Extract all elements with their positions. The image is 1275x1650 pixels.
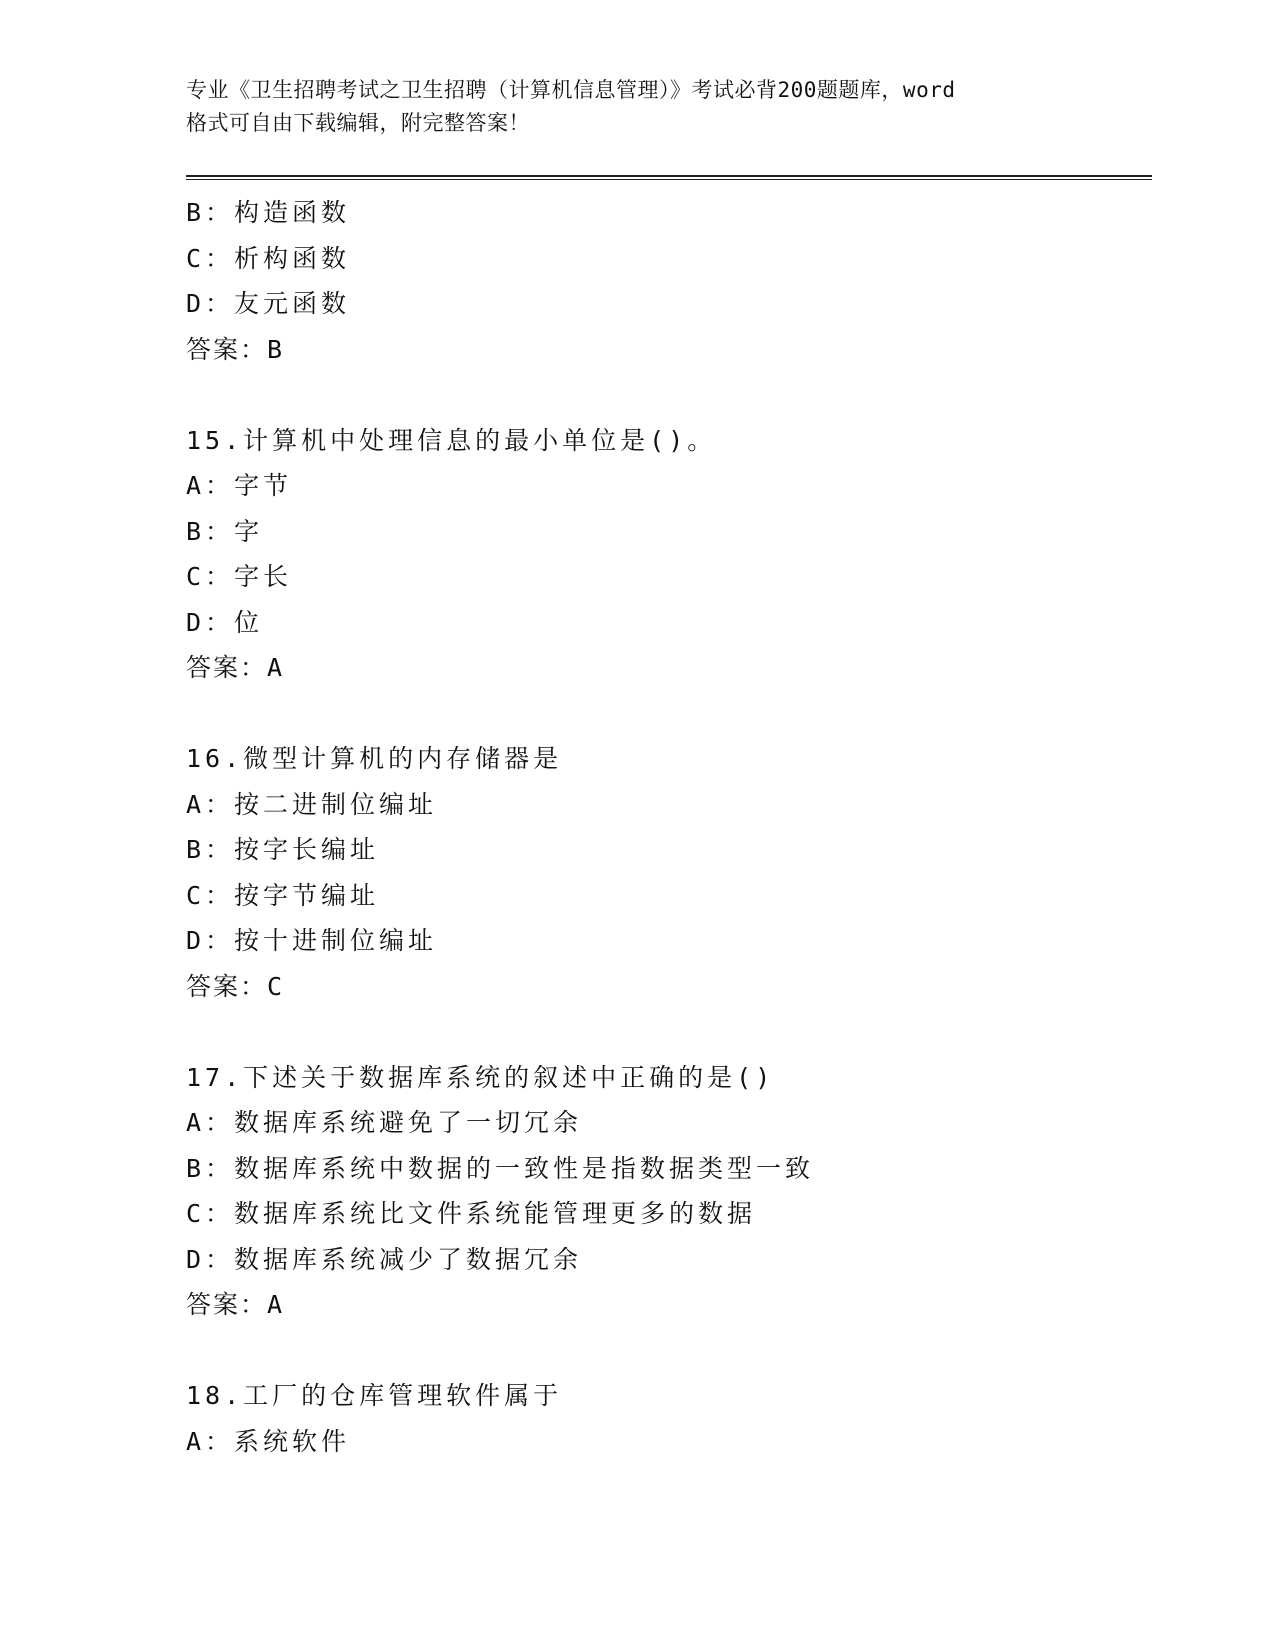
option-d: D：数据库系统减少了数据冗余 [186,1244,583,1274]
header-divider [186,175,1152,180]
question-text: 15.计算机中处理信息的最小单位是()。 [186,425,717,455]
answer-label: 答案： [186,1290,268,1319]
option-a: A：字节 [186,471,293,500]
option-b: B：构造函数 [186,198,351,227]
header-line-1: 专业《卫生招聘考试之卫生招聘（计算机信息管理）》考试必背200题题库，word [186,78,956,102]
option-b: B：字 [186,516,264,546]
question-block [186,190,1152,372]
option-a: A：按二进制位编址 [186,789,438,819]
question-block [186,1055,1152,1328]
answer-line [186,964,1152,1010]
answer-label: 答案： [186,653,268,682]
answer-value: B [267,334,285,364]
document-header [186,74,1086,140]
question-text: 16.微型计算机的内存储器是 [186,744,563,773]
question-list [186,190,1152,1464]
answer-line [186,645,1152,691]
answer-line [186,327,1152,373]
option-d: D：位 [186,607,264,637]
option-d: D：按十进制位编址 [186,926,438,955]
question-block [186,736,1152,1009]
option-c: C：按字节编址 [186,880,380,910]
option-a: A：系统软件 [186,1426,351,1456]
answer-value: C [267,971,285,1001]
option-c: C：析构函数 [186,243,351,273]
question-text: 17.下述关于数据库系统的叙述中正确的是() [186,1062,775,1092]
answer-value: A [267,1290,285,1319]
option-c: C：字长 [186,562,293,591]
question-text: 18.工厂的仓库管理软件属于 [186,1381,563,1410]
option-b: B：数据库系统中数据的一致性是指数据类型一致 [186,1153,815,1183]
option-d: D：友元函数 [186,289,351,318]
option-b: B：按字长编址 [186,835,380,864]
answer-label: 答案： [186,971,268,1001]
option-c: C：数据库系统比文件系统能管理更多的数据 [186,1199,757,1228]
question-block [186,1373,1152,1464]
answer-line [186,1282,1152,1328]
answer-label: 答案： [186,334,268,364]
header-line-2: 格式可自由下载编辑，附完整答案！ [186,111,530,135]
option-a: A：数据库系统避免了一切冗余 [186,1108,583,1137]
question-block [186,418,1152,691]
answer-value: A [267,653,285,682]
